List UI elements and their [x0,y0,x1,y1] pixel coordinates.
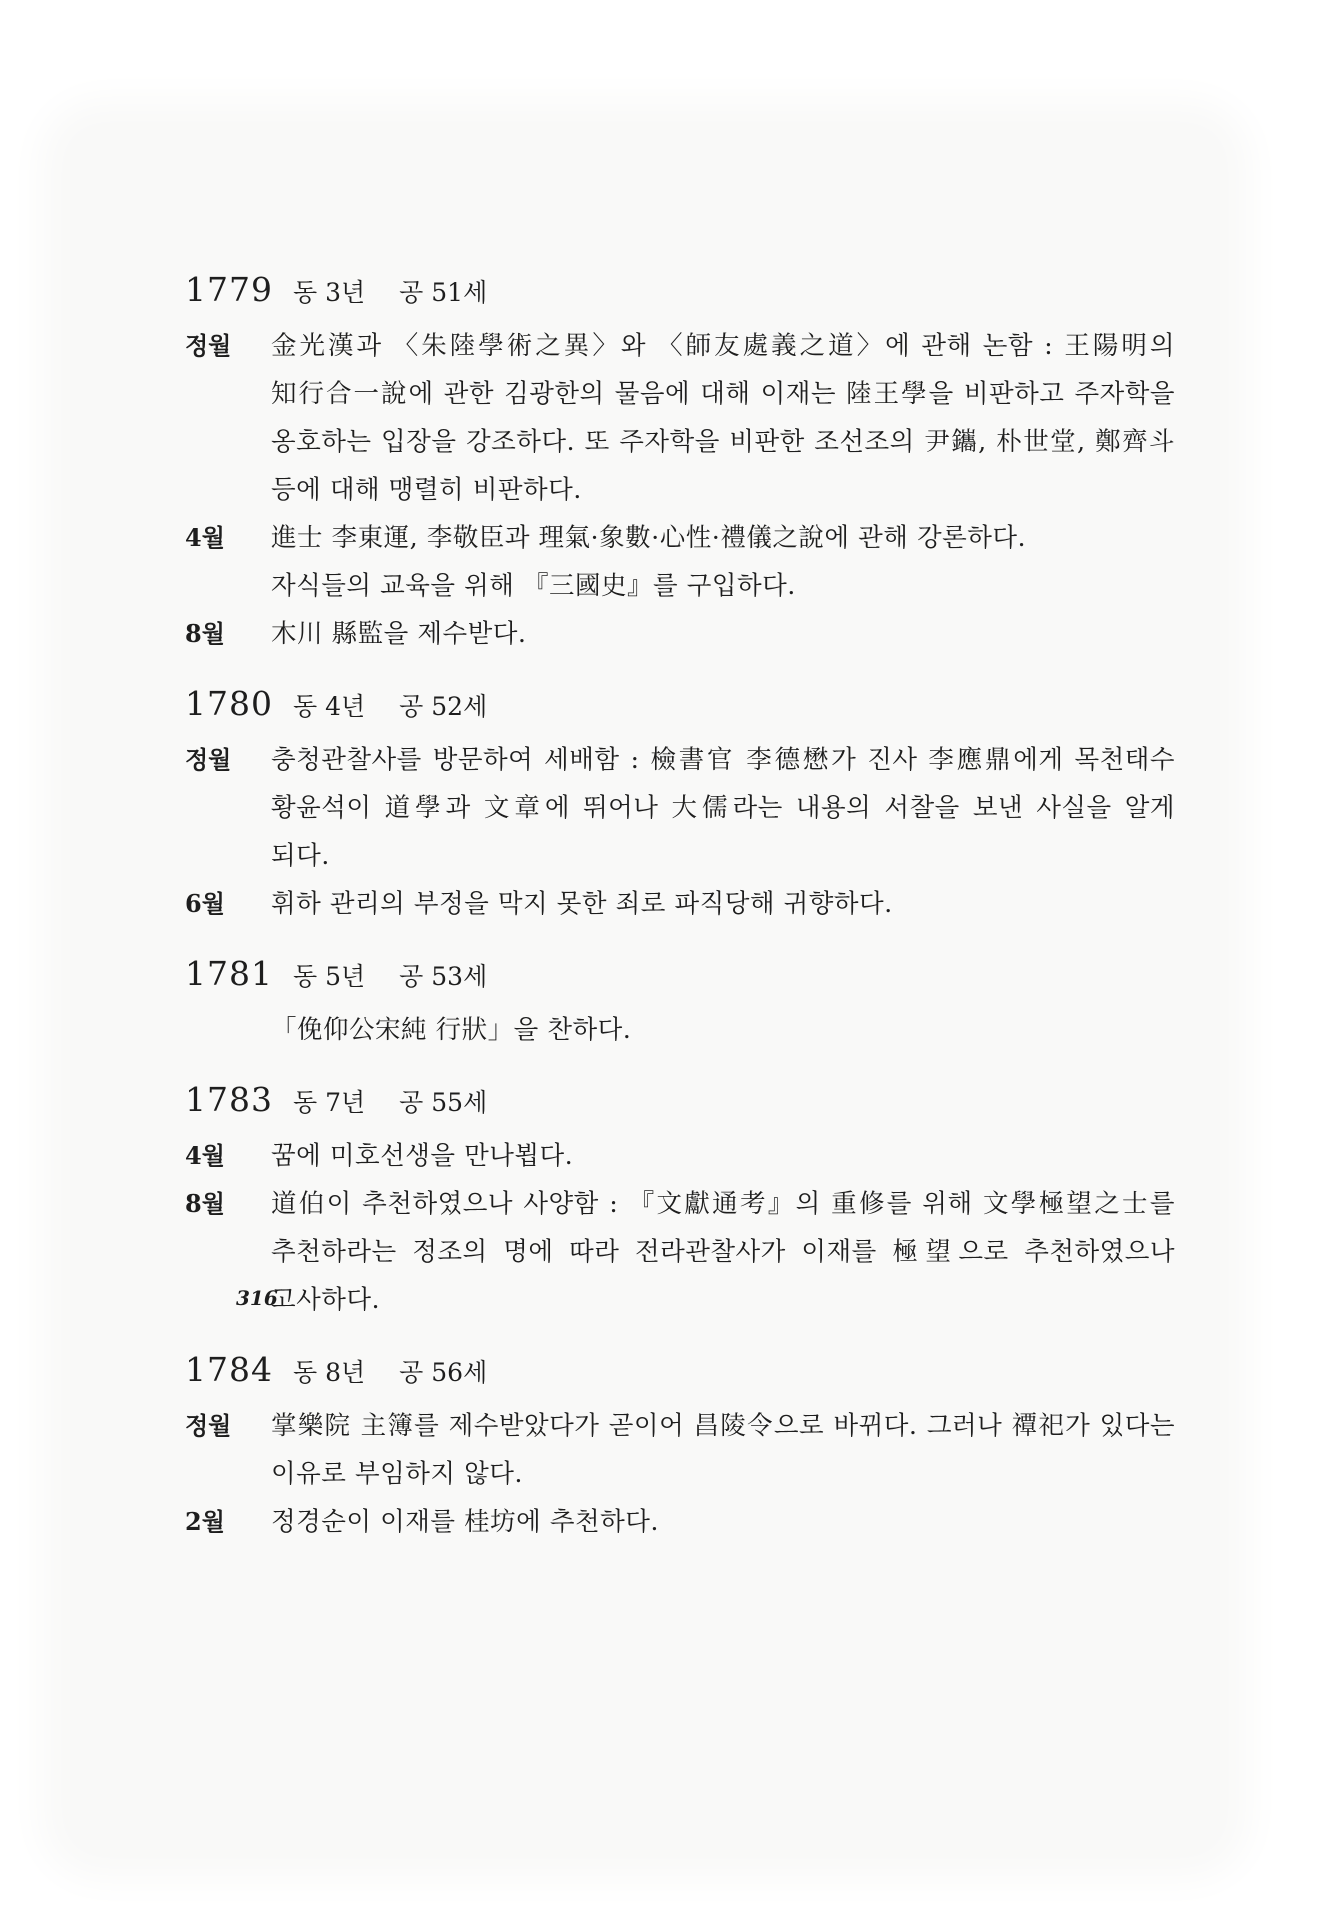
entry-month: 8월 [185,619,225,648]
year-label: 1779 [185,270,273,309]
entry-month: 정월 [185,331,232,360]
year-heading [185,270,1175,322]
entry-month: 2월 [185,1507,225,1536]
entry-text: 金光漢과 〈朱陸學術之異〉와 〈師友處義之道〉에 관해 논함 : 王陽明의 知行合一說에 관한 김광한의 물음에 대해 이재는 陸王學을 비판하고 주자학을 옹호하는 입장을 강조하다. 또 주자학을 비판한 조선조의 尹鑴, 朴世堂, 鄭齊斗 등에 대해 맹렬히 비판하다. [271,331,1175,505]
page-number: 316 [236,1286,278,1310]
chronology-entry [185,610,1175,658]
year-heading [185,1080,1175,1132]
chronology-entry [185,736,1175,880]
entry-text: 木川 縣監을 제수받다. [271,619,527,649]
age-label: 공 51세 [399,278,488,307]
entry-text: 「俛仰公宋純 行狀」을 찬하다. [271,1015,632,1045]
entry-month [185,562,271,610]
year-heading [185,954,1175,1006]
entry-text: 자식들의 교육을 위해 『三國史』를 구입하다. [271,571,796,601]
chronology-entry [185,1498,1175,1546]
year-block-1784 [185,1350,1175,1546]
reign-year: 동 5년 [293,962,366,991]
chronology-entry [185,880,1175,928]
chronology-content [185,270,1175,1572]
age-label: 공 53세 [399,962,488,991]
entry-text: 휘하 관리의 부정을 막지 못한 죄로 파직당해 귀향하다. [271,889,893,919]
year-block-1783 [185,1080,1175,1324]
reign-year: 동 3년 [293,278,366,307]
chronology-entry [185,1180,1175,1324]
chronology-entry [185,1006,1175,1054]
entry-text: 道伯이 추천하였으나 사양함 : 『文獻通考』의 重修를 위해 文學極望之士를 추천하라는 정조의 명에 따라 전라관찰사가 이재를 極望으로 추천하였으나 고사하다. [271,1189,1176,1315]
chronology-entry [185,1132,1175,1180]
chronology-entry [185,1402,1175,1498]
entry-text: 정경순이 이재를 桂坊에 추천하다. [271,1507,660,1537]
entry-month: 4월 [185,523,225,552]
entry-month: 6월 [185,889,225,918]
year-heading [185,1350,1175,1402]
age-label: 공 56세 [399,1358,488,1387]
entry-month [185,1006,271,1054]
entry-month: 정월 [185,745,232,774]
year-block-1781 [185,954,1175,1054]
year-label: 1783 [185,1080,273,1119]
year-block-1779 [185,270,1175,658]
age-label: 공 52세 [399,692,488,721]
entry-text: 꿈에 미호선생을 만나뵙다. [271,1141,574,1171]
chronology-entry [185,322,1175,514]
entry-month: 4월 [185,1141,225,1170]
entry-text: 掌樂院 主簿를 제수받았다가 곧이어 昌陵令으로 바뀌다. 그러나 禫祀가 있다는 이유로 부임하지 않다. [271,1411,1175,1489]
entry-month: 8월 [185,1189,225,1218]
chronology-entry [185,562,1175,610]
reign-year: 동 4년 [293,692,366,721]
year-label: 1784 [185,1350,273,1389]
chronology-entry [185,514,1175,562]
entry-text: 進士 李東運, 李敬臣과 理氣·象數·心性·禮儀之說에 관해 강론하다. [271,523,1027,553]
year-label: 1780 [185,684,273,723]
year-label: 1781 [185,954,273,993]
entry-text: 충청관찰사를 방문하여 세배함 : 檢書官 李德懋가 진사 李應鼎에게 목천태수 황윤석이 道學과 文章에 뛰어나 大儒라는 내용의 서찰을 보낸 사실을 알게 되다. [271,745,1175,871]
year-block-1780 [185,684,1175,928]
age-label: 공 55세 [399,1088,488,1117]
year-heading [185,684,1175,736]
entry-month: 정월 [185,1411,232,1440]
reign-year: 동 7년 [293,1088,366,1117]
reign-year: 동 8년 [293,1358,366,1387]
